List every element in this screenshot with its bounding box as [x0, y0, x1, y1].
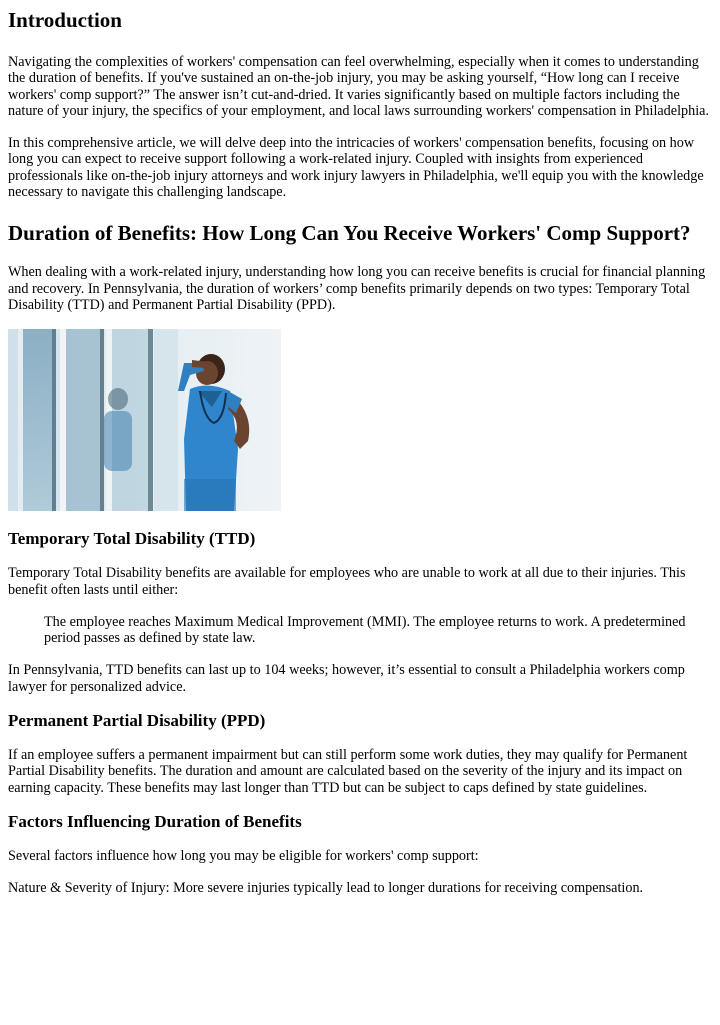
intro-heading: Introduction [8, 8, 122, 32]
factors-heading: Factors Influencing Duration of Benefits [8, 811, 302, 831]
duration-heading: Duration of Benefits: How Long Can You Receive Workers' Comp Support? [8, 221, 691, 246]
factors-paragraph-2: Nature & Severity of Injury: More severe injuries typically lead to longer durations for receiving compensation. [8, 880, 644, 897]
ttd-heading: Temporary Total Disability (TTD) [8, 529, 256, 549]
duration-paragraph: When dealing with a work-related injury, understanding how long you can receive benefits is crucial for financial planning and recovery. In Pennsylvania, the duration of workers’ comp benefits primarily depends on two types: Temporary Total Disability (TTD) and Permanent Partial Disability (PPD). [8, 264, 706, 313]
intro-paragraph-2: In this comprehensive article, we will delve deep into the intricacies of workers' compensation benefits, focusing on how long you can expect to receive support following a work-related injury. Coupled with insights from experienced professionals like on-the-job injury attorneys and work injury lawyers in Philadelphia, we'll equip you with the knowledge necessary to navigate this challenging landscape. [8, 135, 704, 201]
ttd-paragraph-2: In Pennsylvania, TTD benefits can last up to 104 weeks; however, it’s essential to consult a Philadelphia workers comp lawyer for personalized advice. [8, 662, 685, 695]
intro-paragraph-1: Navigating the complexities of workers' compensation can feel overwhelming, especially when it comes to understanding the duration of benefits. If you've sustained an on-the-job injury, you may be asking yourself, “How long can I receive workers' comp support?” The answer isn’t cut-and-dried. It varies significantly based on multiple factors including the nature of your injury, the specifics of your employment, and local laws surrounding workers' compensation in Philadelphia. [8, 54, 709, 119]
ttd-paragraph-1: Temporary Total Disability benefits are available for employees who are unable to work at all due to their injuries. This benefit often lasts until either: [8, 565, 686, 598]
nurse-photo [8, 329, 281, 511]
ppd-heading: Permanent Partial Disability (PPD) [8, 711, 266, 731]
ppd-paragraph: If an employee suffers a permanent impairment but can still perform some work duties, they may qualify for Permanent Partial Disability benefits. The duration and amount are calculated based on the severity of the injury and its impact on earning capacity. These benefits may last longer than TTD but can be subject to caps defined by state guidelines. [8, 747, 688, 796]
factors-paragraph-1: Several factors influence how long you may be eligible for workers' comp support: [8, 847, 479, 864]
article [0, 8, 720, 897]
ttd-blockquote: The employee reaches Maximum Medical Improvement (MMI). The employee returns to work. A predetermined period passes as defined by state law. [44, 613, 686, 647]
